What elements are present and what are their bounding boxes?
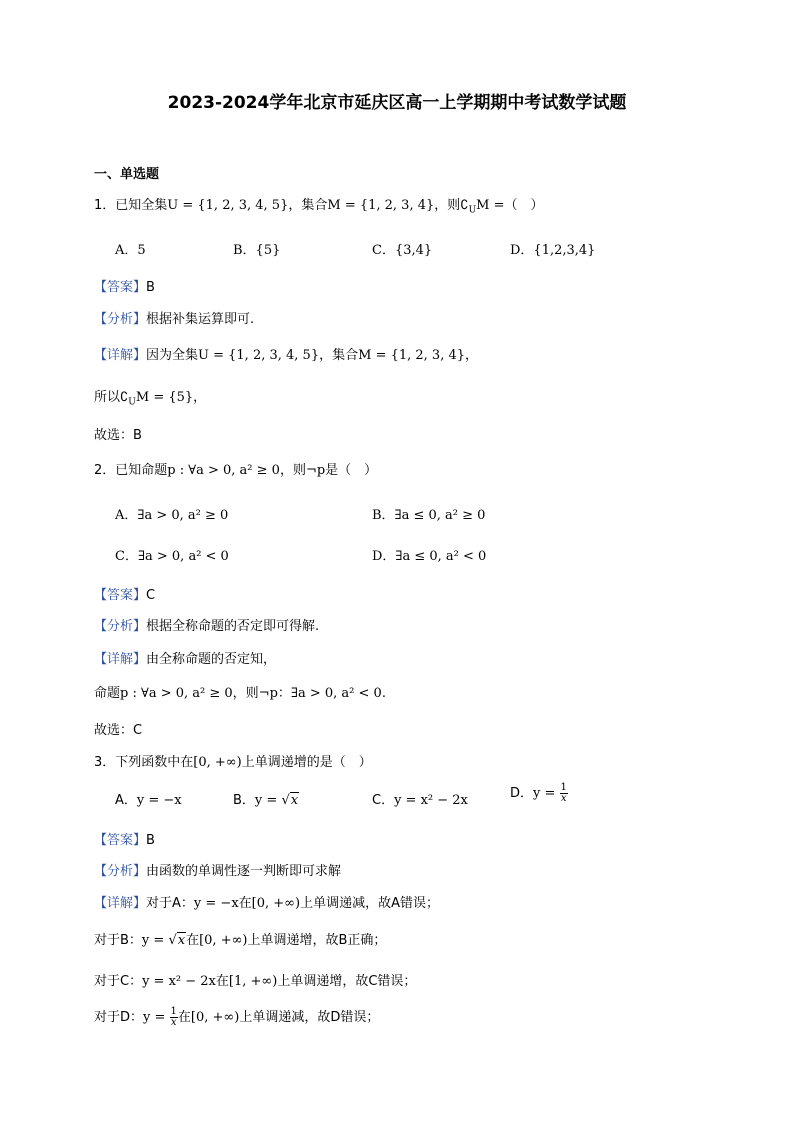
q2-detail: [94, 648, 276, 667]
q2-line-end: .: [381, 686, 386, 701]
q2-analysis-text: 根据全称命题的否定即可得解.: [146, 619, 320, 634]
detail-tag: 【详解】: [94, 348, 147, 363]
q3-option-a-letter: A．: [115, 793, 137, 808]
q3-option-b: [233, 789, 299, 808]
q2-stem-end: 是（ ）: [325, 463, 378, 478]
section-heading: 一、单选题: [94, 167, 160, 182]
fraction: [560, 783, 568, 804]
q3-detail-d: [94, 1006, 379, 1028]
q3-stem: 3．下列函数中在: [94, 755, 194, 770]
q3-da-interval: [0, +∞): [251, 896, 301, 911]
q3-dd-interval: [0, +∞): [190, 1010, 240, 1025]
q3-option-d-letter: D．: [510, 786, 534, 801]
analysis-tag: 【分析】: [94, 312, 147, 327]
q2-analysis: [94, 615, 319, 634]
q3-db-radicand: x: [177, 933, 186, 948]
fraction-denominator: x: [560, 793, 567, 804]
answer-tag: 【答案】: [94, 280, 147, 295]
q3-db-y: y =: [141, 933, 169, 948]
q3-db-pre: 对于B：: [94, 933, 142, 948]
q1-so-end: ，: [193, 390, 207, 405]
q3-option-d: [510, 782, 568, 804]
q3-detail-a: [94, 892, 439, 911]
fraction: [170, 1007, 178, 1028]
q3-db-in: 在: [186, 933, 200, 948]
q1-choose: 故选：B: [94, 428, 142, 443]
q1-detail-mid: ，集合: [319, 348, 359, 363]
q1-detail-text: 因为全集: [146, 348, 199, 363]
q3-dd-end: 上单调递减，故D错误；: [239, 1010, 380, 1025]
q2-detail-line: [94, 682, 386, 701]
q1-analysis: [94, 308, 254, 327]
q3-db-interval: [0, +∞): [199, 933, 248, 948]
q2-stem-post: ，则: [279, 463, 306, 478]
q2-not-p: ¬p: [305, 463, 326, 478]
q3-da-pre: 对于A：: [146, 896, 194, 911]
q2-line-pre: 命题: [94, 686, 121, 701]
complement-symbol: ∁: [120, 390, 129, 405]
answer-tag: 【答案】: [94, 588, 147, 603]
q1-analysis-text: 根据补集运算即可.: [146, 312, 255, 327]
q3-dc-interval: [1, +∞): [228, 974, 278, 989]
q3-detail-c: [94, 970, 416, 989]
q1-detail-m: M = {1, 2, 3, 4}: [358, 348, 466, 363]
q1-so-expr: M = {5}: [135, 390, 194, 405]
q2-answer: [94, 584, 155, 603]
q3-option-c-letter: C．: [372, 793, 395, 808]
q3-dc-pre: 对于C：: [94, 974, 143, 989]
q1-conclusion: [94, 386, 206, 408]
question-1: [94, 194, 544, 216]
q1-answer-value: B: [146, 280, 155, 295]
q3-dc-end: 上单调递增，故C错误；: [277, 974, 417, 989]
q3-dd-y: y =: [143, 1010, 170, 1025]
q3-option-a-expr: y = −x: [136, 793, 182, 808]
q1-option-d: D．{1,2,3,4}: [510, 243, 596, 258]
q3-analysis: [94, 860, 341, 879]
q2-line-result: ∃a > 0, a² < 0: [290, 686, 382, 701]
q3-interval: [0, +∞): [193, 755, 242, 770]
q1-complement-m: M =（ ）: [476, 198, 544, 213]
q3-option-a: [115, 789, 182, 808]
complement-subscript: U: [468, 205, 477, 216]
complement-symbol: ∁: [460, 198, 469, 213]
q3-analysis-text: 由函数的单调性逐一判断即可求解: [146, 864, 342, 879]
detail-tag: 【详解】: [94, 896, 147, 911]
q2-option-a: A．∃a > 0, a² ≥ 0: [115, 508, 229, 523]
q1-detail: [94, 344, 478, 363]
q3-option-c: [372, 789, 468, 808]
answer-tag: 【答案】: [94, 833, 147, 848]
sqrt-symbol: √x: [168, 933, 186, 948]
q3-option-d-y: y =: [533, 786, 560, 801]
q1-set-m: M = {1, 2, 3, 4}: [327, 198, 435, 213]
q2-line-colon: ：: [277, 686, 291, 701]
analysis-tag: 【分析】: [94, 864, 147, 879]
q2-choose: 故选：C: [94, 723, 143, 738]
page-title: 2023-2024学年北京市延庆区高一上学期期中考试数学试题: [167, 93, 627, 113]
q3-answer-value: B: [146, 833, 155, 848]
q3-stem-post: 上单调递增的是（ ）: [241, 755, 372, 770]
complement-subscript: U: [128, 397, 136, 408]
fraction-numerator: 1: [560, 782, 567, 793]
q2-stem: 2．已知命题: [94, 463, 168, 478]
q1-stem-mid: ，集合: [288, 198, 328, 213]
q1-stem-post: ，则: [434, 198, 461, 213]
q3-da-end: 上单调递减，故A错误；: [300, 896, 439, 911]
q3-option-b-letter: B．: [233, 793, 255, 808]
q1-option-b: B．{5}: [233, 243, 281, 258]
q1-option-c: C．{3,4}: [372, 243, 433, 258]
analysis-tag: 【分析】: [94, 619, 147, 634]
q3-da-in: 在: [238, 896, 252, 911]
q3-db-end: 上单调递增，故B正确；: [247, 933, 387, 948]
question-2: [94, 459, 377, 478]
q3-answer: [94, 829, 155, 848]
q3-detail-b: [94, 929, 386, 948]
q3-option-c-expr: y = x² − 2x: [394, 793, 468, 808]
q1-option-a: A．5: [115, 243, 146, 258]
q1-so: 所以: [94, 390, 121, 405]
q2-detail-text: 由全称命题的否定知，: [146, 652, 277, 667]
q2-answer-value: C: [146, 588, 156, 603]
q1-stem: 1．已知全集: [94, 198, 168, 213]
q3-dc-in: 在: [215, 974, 229, 989]
q1-answer: [94, 276, 155, 295]
q2-option-c: C．∃a > 0, a² < 0: [115, 549, 229, 564]
sqrt-symbol: √x: [281, 793, 299, 808]
fraction-denominator: x: [170, 1017, 177, 1028]
q2-proposition: p : ∀a > 0, a² ≥ 0: [167, 463, 280, 478]
q2-line-notp: ¬p: [258, 686, 278, 701]
q2-line-prop: p : ∀a > 0, a² ≥ 0: [120, 686, 233, 701]
detail-tag: 【详解】: [94, 652, 147, 667]
question-3: [94, 751, 372, 770]
q3-da-expr: y = −x: [193, 896, 239, 911]
fraction-numerator: 1: [170, 1006, 177, 1017]
q3-dc-expr: y = x² − 2x: [142, 974, 216, 989]
q3-option-b-radicand: x: [290, 793, 299, 808]
q1-detail-u: U = {1, 2, 3, 4, 5}: [198, 348, 320, 363]
q1-detail-end: ，: [465, 348, 479, 363]
q1-universal-set: U = {1, 2, 3, 4, 5}: [167, 198, 289, 213]
q3-dd-in: 在: [177, 1010, 191, 1025]
q2-line-mid: ，则: [232, 686, 259, 701]
q2-option-b: B．∃a ≤ 0, a² ≥ 0: [372, 508, 486, 523]
q3-dd-pre: 对于D：: [94, 1010, 144, 1025]
q3-option-b-y: y =: [254, 793, 282, 808]
q2-option-d: D．∃a ≤ 0, a² < 0: [372, 549, 487, 564]
